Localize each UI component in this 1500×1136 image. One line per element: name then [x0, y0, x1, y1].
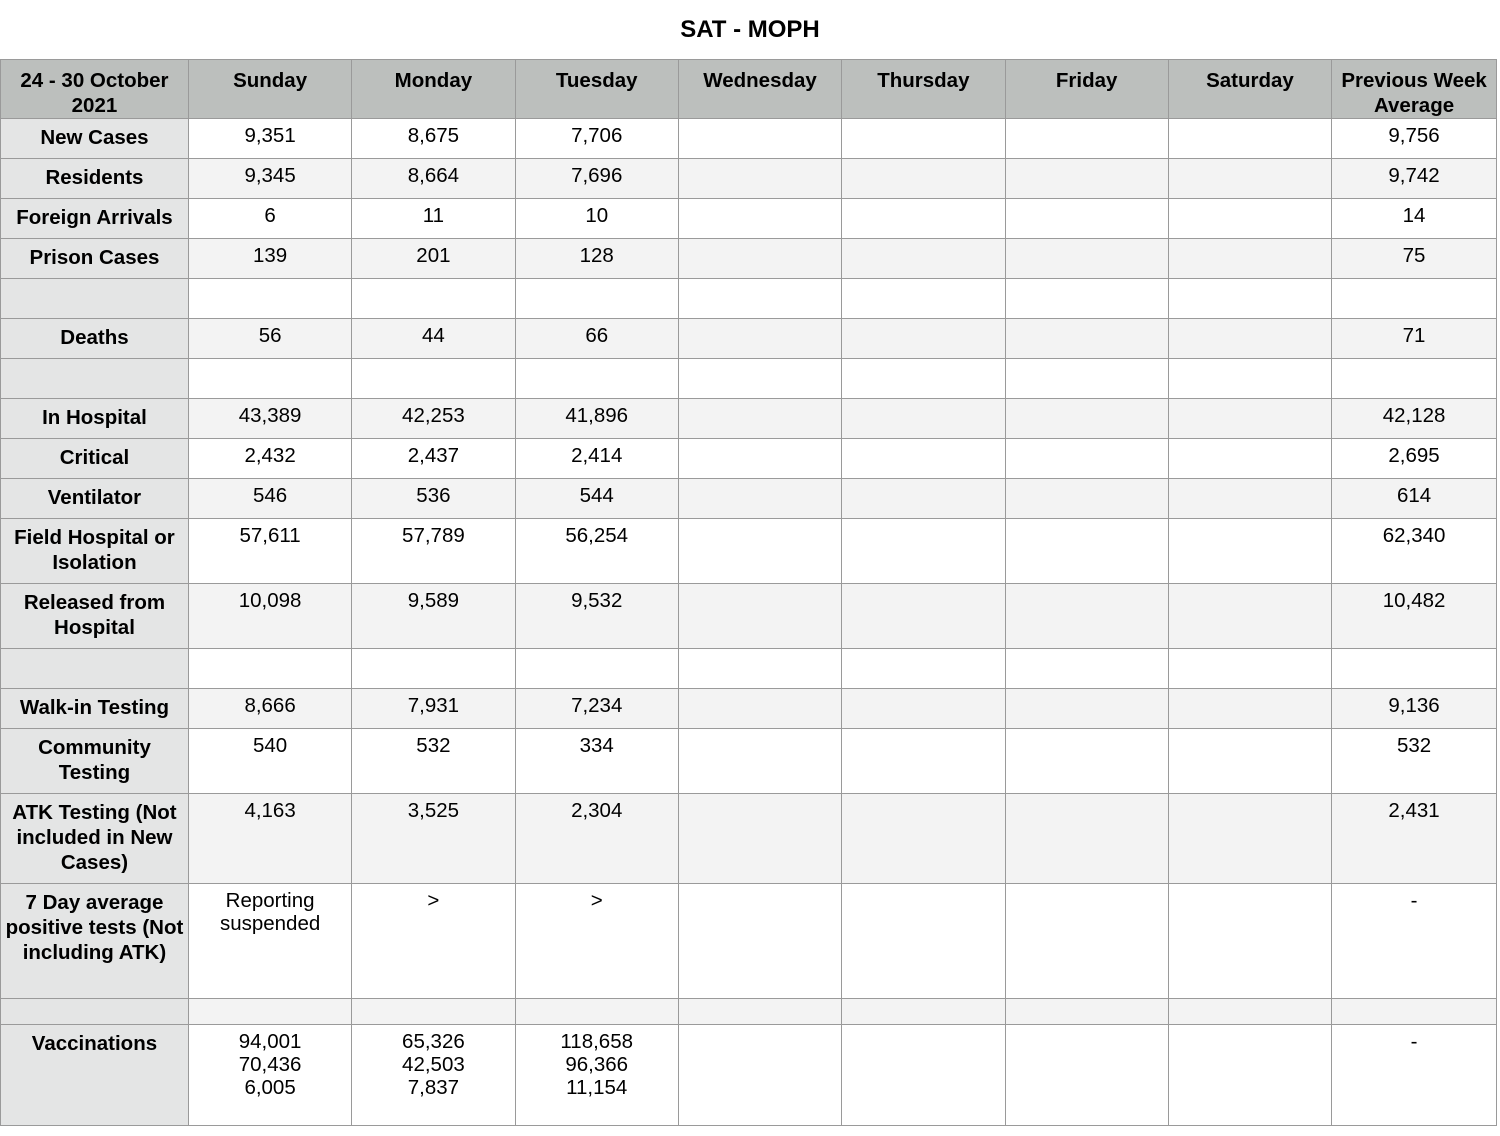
table-cell: 9,589 [352, 584, 515, 649]
table-cell: 57,611 [188, 519, 351, 584]
table-cell: 57,789 [352, 519, 515, 584]
table-cell: 62,340 [1332, 519, 1497, 584]
table-cell: 9,532 [515, 584, 678, 649]
table-cell [352, 999, 515, 1025]
row-label: Ventilator [1, 479, 189, 519]
table-cell: 7,931 [352, 689, 515, 729]
table-row [1, 794, 1497, 884]
table-cell [678, 359, 841, 399]
table-cell: 3,525 [352, 794, 515, 884]
table-cell [842, 239, 1005, 279]
table-cell: 14 [1332, 199, 1497, 239]
row-label: Prison Cases [1, 239, 189, 279]
table-cell [678, 159, 841, 199]
table-cell [678, 584, 841, 649]
header-saturday: Saturday [1168, 60, 1331, 119]
table-cell [1005, 584, 1168, 649]
table-cell: 614 [1332, 479, 1497, 519]
table-cell: 9,351 [188, 119, 351, 159]
table-cell [1005, 159, 1168, 199]
table-cell: 10,482 [1332, 584, 1497, 649]
table-cell [842, 794, 1005, 884]
table-cell [678, 239, 841, 279]
table-cell [1168, 649, 1331, 689]
table-row [1, 519, 1497, 584]
table-cell: 42,253 [352, 399, 515, 439]
table-cell: 71 [1332, 319, 1497, 359]
table-cell [1005, 119, 1168, 159]
header-thursday: Thursday [842, 60, 1005, 119]
table-cell [1168, 439, 1331, 479]
table-cell [1005, 239, 1168, 279]
table-cell: 42,128 [1332, 399, 1497, 439]
table-cell [842, 439, 1005, 479]
table-cell [188, 999, 351, 1025]
table-cell [678, 399, 841, 439]
table-cell [1005, 884, 1168, 999]
table-row [1, 239, 1497, 279]
table-cell [842, 1025, 1005, 1126]
table-cell: 532 [1332, 729, 1497, 794]
table-cell [1168, 399, 1331, 439]
table-cell [1168, 794, 1331, 884]
table-cell [678, 199, 841, 239]
table-cell [678, 649, 841, 689]
table-cell [1168, 584, 1331, 649]
table-cell [515, 359, 678, 399]
table-cell: Reporting suspended [188, 884, 351, 999]
table-cell [1005, 279, 1168, 319]
table-row [1, 479, 1497, 519]
table-cell [842, 119, 1005, 159]
row-label [1, 999, 189, 1025]
table-cell [842, 359, 1005, 399]
table-cell [678, 884, 841, 999]
table-cell: 2,695 [1332, 439, 1497, 479]
table-cell: 11 [352, 199, 515, 239]
table-cell [842, 729, 1005, 794]
table-cell: 4,163 [188, 794, 351, 884]
table-cell [842, 159, 1005, 199]
header-previous-week-average: Previous Week Average [1332, 60, 1497, 119]
table-row [1, 884, 1497, 999]
table-row [1, 439, 1497, 479]
table-cell [1168, 319, 1331, 359]
table-cell [1005, 399, 1168, 439]
table-cell [188, 649, 351, 689]
table-cell [1168, 239, 1331, 279]
table-cell [678, 729, 841, 794]
table-cell: 118,658 96,366 11,154 [515, 1025, 678, 1126]
table-row [1, 399, 1497, 439]
table-cell [678, 279, 841, 319]
table-cell [352, 359, 515, 399]
table-cell [1005, 319, 1168, 359]
table-cell [678, 1025, 841, 1126]
table-cell: 41,896 [515, 399, 678, 439]
table-row [1, 159, 1497, 199]
table-cell: 532 [352, 729, 515, 794]
table-cell: 56,254 [515, 519, 678, 584]
table-cell: > [515, 884, 678, 999]
row-label: Community Testing [1, 729, 189, 794]
table-cell [1005, 999, 1168, 1025]
table-cell: 540 [188, 729, 351, 794]
table-cell: 9,742 [1332, 159, 1497, 199]
table-cell: 9,756 [1332, 119, 1497, 159]
table-cell [1168, 519, 1331, 584]
table-cell [678, 319, 841, 359]
table-cell: 44 [352, 319, 515, 359]
table-cell: 139 [188, 239, 351, 279]
table-cell: - [1332, 1025, 1497, 1126]
table-cell: 65,326 42,503 7,837 [352, 1025, 515, 1126]
header-row [1, 60, 1497, 119]
table-cell: 201 [352, 239, 515, 279]
table-cell [842, 199, 1005, 239]
header-tuesday: Tuesday [515, 60, 678, 119]
table-row [1, 584, 1497, 649]
table-cell [1332, 359, 1497, 399]
table-cell [1168, 689, 1331, 729]
table-cell: 544 [515, 479, 678, 519]
table-cell: 43,389 [188, 399, 351, 439]
table-cell: 2,414 [515, 439, 678, 479]
table-cell [842, 519, 1005, 584]
table-cell [1332, 279, 1497, 319]
table-cell [1168, 729, 1331, 794]
table-row [1, 999, 1497, 1025]
table-cell: - [1332, 884, 1497, 999]
table-cell [678, 119, 841, 159]
table-cell [1168, 479, 1331, 519]
table-row [1, 359, 1497, 399]
row-label: Walk-in Testing [1, 689, 189, 729]
table-cell: 7,234 [515, 689, 678, 729]
table-cell [842, 649, 1005, 689]
table-row [1, 319, 1497, 359]
table-cell [352, 279, 515, 319]
table-cell: 2,431 [1332, 794, 1497, 884]
row-label [1, 279, 189, 319]
table-cell [1168, 159, 1331, 199]
table-cell: 56 [188, 319, 351, 359]
page-title: SAT - MOPH [680, 16, 820, 43]
table-row [1, 689, 1497, 729]
table-row [1, 119, 1497, 159]
header-friday: Friday [1005, 60, 1168, 119]
table-cell [678, 479, 841, 519]
table-cell: 536 [352, 479, 515, 519]
table-cell [678, 519, 841, 584]
table-cell: 7,696 [515, 159, 678, 199]
table-cell [842, 689, 1005, 729]
table-cell [1005, 479, 1168, 519]
table-cell: 8,664 [352, 159, 515, 199]
table-cell: 10 [515, 199, 678, 239]
table-cell: 6 [188, 199, 351, 239]
table-cell [1168, 884, 1331, 999]
row-label: ATK Testing (Not included in New Cases) [1, 794, 189, 884]
table-cell: 2,432 [188, 439, 351, 479]
table-cell [1168, 119, 1331, 159]
table-cell [352, 649, 515, 689]
table-cell [842, 584, 1005, 649]
table-cell [1005, 1025, 1168, 1126]
table-cell [1005, 439, 1168, 479]
table-cell: 8,675 [352, 119, 515, 159]
row-label: In Hospital [1, 399, 189, 439]
row-label [1, 649, 189, 689]
table-cell [1005, 794, 1168, 884]
table-cell [678, 439, 841, 479]
row-label: Foreign Arrivals [1, 199, 189, 239]
table-row [1, 729, 1497, 794]
row-label: Deaths [1, 319, 189, 359]
row-label: 7 Day average positive tests (Not including ATK) [1, 884, 189, 999]
table-cell: > [352, 884, 515, 999]
row-label: Critical [1, 439, 189, 479]
table-cell: 66 [515, 319, 678, 359]
table-cell: 75 [1332, 239, 1497, 279]
table-cell [842, 399, 1005, 439]
table-cell: 334 [515, 729, 678, 794]
table-cell [515, 649, 678, 689]
table-cell [188, 359, 351, 399]
table-row [1, 199, 1497, 239]
table-cell [842, 279, 1005, 319]
table-cell [842, 999, 1005, 1025]
table-cell [678, 794, 841, 884]
table-cell: 10,098 [188, 584, 351, 649]
table-cell [1168, 199, 1331, 239]
table-row [1, 649, 1497, 689]
table-row [1, 279, 1497, 319]
row-label: Residents [1, 159, 189, 199]
table-cell [1332, 649, 1497, 689]
table-cell: 546 [188, 479, 351, 519]
row-label: Field Hospital or Isolation [1, 519, 189, 584]
table-cell [188, 279, 351, 319]
table-cell [842, 884, 1005, 999]
table-cell [1005, 519, 1168, 584]
table-cell [1168, 359, 1331, 399]
table-cell [1332, 999, 1497, 1025]
table-cell [1168, 279, 1331, 319]
table-cell: 2,304 [515, 794, 678, 884]
table-cell: 7,706 [515, 119, 678, 159]
table-cell: 9,345 [188, 159, 351, 199]
row-label: Vaccinations [1, 1025, 189, 1126]
header-sunday: Sunday [188, 60, 351, 119]
table-cell [1005, 359, 1168, 399]
table-cell [678, 689, 841, 729]
row-label: New Cases [1, 119, 189, 159]
table-cell [515, 279, 678, 319]
table-cell [515, 999, 678, 1025]
table-cell [1005, 729, 1168, 794]
table-cell [678, 999, 841, 1025]
table-cell [1005, 199, 1168, 239]
table-cell: 128 [515, 239, 678, 279]
row-label: Released from Hospital [1, 584, 189, 649]
header-monday: Monday [352, 60, 515, 119]
table-cell [1005, 689, 1168, 729]
data-table [0, 59, 1497, 1126]
header-date-range: 24 - 30 October 2021 [1, 60, 189, 119]
table-cell [842, 319, 1005, 359]
table-cell: 2,437 [352, 439, 515, 479]
table-cell [1005, 649, 1168, 689]
table-cell: 8,666 [188, 689, 351, 729]
table-cell [1168, 999, 1331, 1025]
table-cell: 94,001 70,436 6,005 [188, 1025, 351, 1126]
table-cell: 9,136 [1332, 689, 1497, 729]
table-cell [842, 479, 1005, 519]
header-wednesday: Wednesday [678, 60, 841, 119]
table-cell [1168, 1025, 1331, 1126]
table-row [1, 1025, 1497, 1126]
row-label [1, 359, 189, 399]
